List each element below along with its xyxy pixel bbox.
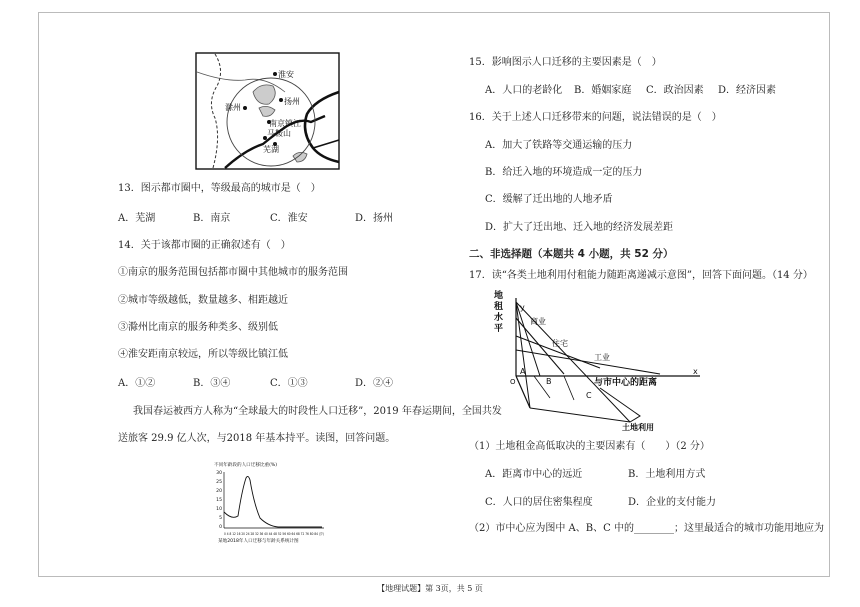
q13-option-b: B．南京 [193,213,231,224]
map-label-nanjing-zhenjiang: 南京镇江 [269,119,301,128]
q17-sub1-option-c: C．人口的居住密集程度 [485,497,593,508]
q14-option-a: A．①② [118,378,156,389]
ylabel-char-4: 平 [494,324,504,334]
label-zone-c: C [586,391,592,400]
q15-option-d: D．经济因素 [718,85,777,96]
y-tick-25: 25 [216,480,222,485]
label-distance: 与市中心的距离 [594,378,658,388]
x-ticks: 0 4 8 12 16 20 24 28 32 36 40 44 48 52 56 60 64 68 72 76 80 84 (岁) [224,532,350,536]
y-tick-0: 0 [219,525,222,530]
migration-age-chart [212,460,350,553]
y-axis-label: y [520,303,525,312]
ylabel-char-3: 水 [494,313,504,323]
y-tick-15: 15 [216,498,222,503]
metro-circle-map [195,52,340,170]
section-2-heading: 二、非选择题（本题共 4 小题，共 52 分） [469,248,674,260]
map-label-huaian: 淮安 [278,70,294,79]
map-label-yangzhou: 扬州 [284,97,300,106]
q15-option-b: B．婚姻家庭 [574,85,632,96]
migration-curve [224,476,322,527]
map-label-maanshan: 马鞍山 [267,129,291,138]
q15-option-c: C．政治因素 [646,85,704,96]
q15-option-a: A．人口的老龄化 [485,85,563,96]
q17-sub1-option-d: D．企业的支付能力 [628,497,717,508]
q14-option-b: B．③④ [193,378,231,389]
q16-option-b: B．给迁入地的环境造成一定的压力 [485,167,643,178]
map-label-chuzhou: 滁州 [225,103,241,112]
question-14: 14．关于该都市圈的正确叙述有（ ） [118,240,291,251]
label-zone-a: A [520,367,526,376]
q16-option-c: C．缓解了迁出地的人地矛盾 [485,194,613,205]
q17-sub1-option-b: B．土地利用方式 [628,469,706,480]
q14-item-2: ②城市等级越低，数量越多、相距越近 [118,295,288,306]
question-17: 17．读“各类土地利用付租能力随距离递减示意图”，回答下面问题。（14 分） [469,270,813,281]
migration-chart-caption: 某地2018年人口迁移与年龄关系统计图 [218,539,299,544]
bid-rent-chart [490,288,705,433]
label-commerce: 商业 [530,317,546,326]
q13-option-d: D．扬州 [355,213,394,224]
label-landuse: 土地利用 [622,423,654,432]
q16-option-a: A．加大了铁路等交通运输的压力 [485,140,633,151]
question-13: 13．图示都市圈中，等级最高的城市是（ ） [118,183,321,194]
q17-sub2: （2）市中心应为图中 A、B、C 中的________；这里最适合的城市功能用地应为 [469,523,824,534]
label-origin: O [510,378,516,386]
ylabel-char-1: 地 [494,291,504,301]
label-industry: 工业 [594,353,610,362]
label-zone-b: B [546,377,552,386]
q13-option-c: C．淮安 [270,213,308,224]
q14-item-3: ③滁州比南京的服务种类多、级别低 [118,322,278,333]
q16-option-d: D．扩大了迁出地、迁入地的经济发展差距 [485,222,674,233]
q14-item-1: ①南京的服务范围包括都市圈中其他城市的服务范围 [118,267,348,278]
page-footer: 【地理试题】第 3页，共 5 页 [377,584,483,593]
x-axis-label: x [693,367,698,376]
question-16: 16．关于上述人口迁移带来的问题，说法错误的是（ ） [469,112,722,123]
passage-line-1: 我国春运被西方人称为“全球最大的时段性人口迁移”，2019 年春运期间，全国共发 [133,406,502,417]
ylabel-char-2: 租 [494,302,504,312]
y-tick-10: 10 [216,507,222,512]
passage-line-2: 送旅客 29.9 亿人次，与2018 年基本持平。读图，回答问题。 [118,433,396,444]
q14-item-4: ④淮安距南京较远，所以等级比镇江低 [118,349,288,360]
q14-option-d: D．②④ [355,378,394,389]
q17-sub1-option-a: A．距离市中心的远近 [485,469,583,480]
question-15: 15．影响图示人口迁移的主要因素是（ ） [469,57,662,68]
y-tick-30: 30 [216,471,222,476]
y-tick-20: 20 [216,489,222,494]
y-tick-5: 5 [219,516,222,521]
map-label-wuhu: 芜湖 [263,145,279,154]
label-residential: 住宅 [552,339,568,348]
q17-sub1: （1）土地租金高低取决的主要因素有（ ）（2 分） [469,441,710,452]
q13-option-a: A．芜湖 [118,213,156,224]
migration-chart-title: 不同年龄段的人口迁移比重(%) [214,463,278,468]
q14-option-c: C．①③ [270,378,308,389]
